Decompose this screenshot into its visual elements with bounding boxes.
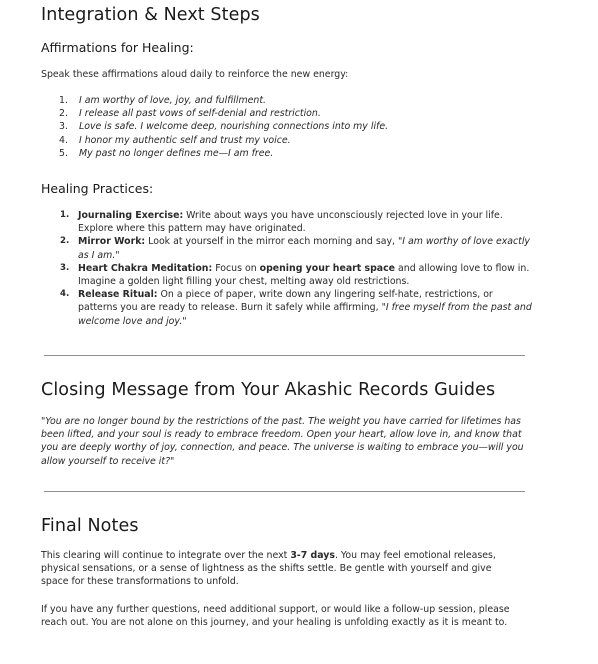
closing-message: "You are no longer bound by the restrictions of the past. The weight you have carried for lifetimes has been lifted, and your soul is ready to embrace freedom. Open your heart, allow love in, and know that you are deeply worthy of joy, connection, and peace. The universe is waiting to embrace you—will you allow yourself to receive it?" bbox=[41, 416, 524, 467]
list-item: 4. Release Ritual: On a piece of paper, write down any lingering self-hate, restrictions, or patterns you are ready to release. Burn it safely while affirming, "I free myself from the past and welcome love and joy." bbox=[60, 289, 532, 327]
closing-title: Closing Message from Your Akashic Records Guides bbox=[41, 380, 496, 400]
list-item: 2. Mirror Work: Look at yourself in the mirror each morning and say, "I am worthy of love exactly as I am." bbox=[60, 236, 530, 261]
integration-title: Integration & Next Steps bbox=[41, 5, 260, 25]
list-item: 2. I release all past vows of self-denial and restriction. bbox=[59, 108, 321, 120]
list-item: 4. I honor my authentic self and trust my voice. bbox=[59, 134, 291, 146]
final-notes-paragraph-2: If you have any further questions, need additional support, or would like a follow-up session, please reach out. You are not alone on this journey, and your healing is unfolding exactly as it is meant to. bbox=[41, 604, 510, 629]
affirmations-heading: Affirmations for Healing: bbox=[41, 40, 194, 55]
list-item: 3. Love is safe. I welcome deep, nourishing connections into my life. bbox=[59, 121, 389, 133]
list-item: 1. I am worthy of love, joy, and fulfillment. bbox=[59, 95, 266, 106]
affirmations-list bbox=[41, 94, 541, 160]
list-item: 5. My past no longer defines me—I am free. bbox=[59, 147, 274, 159]
final-notes-title: Final Notes bbox=[41, 516, 139, 536]
list-item: 3. Heart Chakra Meditation: Focus on opening your heart space and allowing love to flow in. Imagine a golden light filling your chest, melting away old restrictions. bbox=[60, 262, 530, 288]
final-notes-paragraph-1: This clearing will continue to integrate over the next 3-7 days. You may feel emotional releases, physical sensations, or a sense of lightness as the shifts settle. Be gentle with yourself and give space for these transformations to unfold. bbox=[41, 550, 496, 588]
list-item: 1. Journaling Exercise: Write about ways you have unconsciously rejected love in your life. Explore where this pattern may have originated. bbox=[60, 210, 503, 235]
affirmations-intro: Speak these affirmations aloud daily to reinforce the new energy: bbox=[41, 69, 349, 80]
practices-list bbox=[41, 209, 533, 328]
section-divider bbox=[44, 491, 525, 492]
practices-heading: Healing Practices: bbox=[41, 181, 154, 196]
section-divider bbox=[44, 355, 525, 356]
